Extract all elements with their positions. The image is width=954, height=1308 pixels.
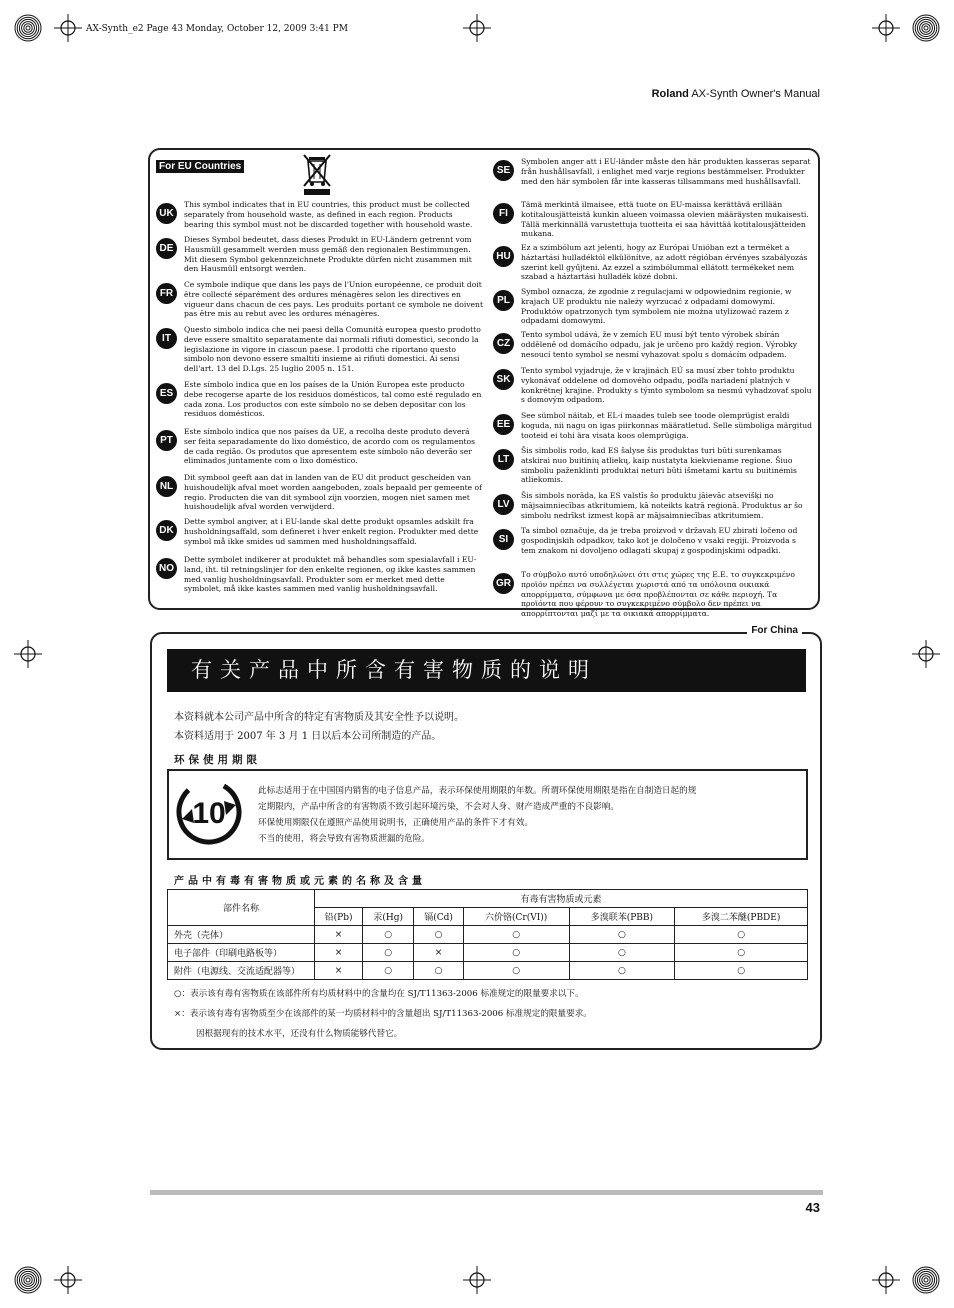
lang-notice-text: Este símbolo indica que en los países de la Unión Europea este producto debe recogerse aparte de los residuos domésticos, tal como esté regulado en cada zona. Los productos con este símbolo no se deben depositar con los residuos domésticos. [184,380,482,419]
lang-code-badge: HU [493,246,514,267]
lang-notice-text: Symbol oznacza, że zgodnie z regulacjami w odpowiednim regionie, w krajach UE produktu nie należy wyrzucać z odpadami domowymi. Produktów opatrzonych tym symbolem nie można utylizować razem z odpadami domowymi. [521,287,792,326]
lang-notice-text: Tento symbol vyjadruje, že v krajinách EÚ sa musí zber tohto produktu vykonávať oddelene od domového odpadu, podľa nariadení platných v konkrétnej krajine. Produkty s týmto symbolom sa nesmú vyhadzovať spolu s domovým odpadom. [521,366,812,405]
china-section-tag: For China [747,625,802,636]
lang-code-badge: IT [156,328,177,349]
substance-header: 多溴联苯(PBB) [569,908,675,926]
lang-notice-text: Ta simbol označuje, da je treba proizvod v državah EU zbirati ločeno od gospodinjskih odpadkov, tako kot je določeno v vsaki regiji. Proizvoda s tem znakom ni dovoljeno odlagati skupaj z gospodinjskimi odpadki. [521,526,798,555]
crop-cross-icon [462,13,492,43]
lang-code-badge: FR [156,283,177,304]
lang-code-badge: DE [156,238,177,259]
mark-cell: ○ [463,926,569,944]
table-row [168,926,808,944]
mark-cell: ○ [363,962,414,980]
substance-header: 铅(Pb) [315,908,363,926]
running-header [652,88,820,100]
lang-code-badge: SE [493,160,514,181]
lang-code-badge: EE [493,414,514,435]
env-line: 环保使用期限仅在遵照产品使用说明书，正确使用产品的条件下才有效。 [258,818,534,828]
lang-notice-text: Tento symbol udává, že v zemích EU musí být tento výrobek sbírán odděleně od domácího odpadu, jak je určeno pro každý region. Výrobky nesoucí tento symbol se nesmí vyhazovat spolu s domácím odpadem. [521,330,798,359]
mark-cell: ○ [363,944,414,962]
china-heading-env-period: 环保使用期限 [174,754,261,766]
env-line: 定期限内，产品中所含的有害物质不致引起环境污染，不会对人身、财产造成严重的不良影响。 [258,802,619,812]
lang-notice-text: This symbol indicates that in EU countries, this product must be collected separately from household waste, as defined in each region. Products bearing this symbol must not be discarded together with household waste. [184,200,473,229]
lang-notice-text: See sümbol näitab, et EL-i maades tuleb see toode olemprügist eraldi koguda, nii nagu on igas piirkonnas määratletud. Selle sümboliga märgitud tooteid ei tohi ära visata koos olemprügiga. [521,411,813,440]
crop-cross-icon [871,13,901,43]
lang-code-badge: SI [493,529,514,550]
lang-code-badge: LV [493,494,514,515]
table-row [168,944,808,962]
eu-section-tag: For EU Countries [156,160,244,173]
note-cross-cont: 因根据现有的技术水平，还没有什么物质能够代替它。 [196,1029,403,1039]
mark-cell: ○ [463,962,569,980]
note-cross: ×：表示该有毒有害物质至少在该部件的某一均质材料中的含量超出 SJ/T11363-2006 标准规定的限量要求。 [174,1009,592,1019]
brand-name: Roland [651,88,689,100]
lang-notice-text: Symbolen anger att i EU-länder måste den här produkten kasseras separat från hushållsavfall, i enlighet med varje regions bestämmelser. Produkter med den här symbolen får inte kasseras tillsammans med hushållsavfall. [521,157,811,186]
lang-code-badge: NL [156,476,177,497]
crop-cross-icon [911,639,941,669]
mark-cell: ○ [414,926,464,944]
lang-notice-text: Το σύμβολο αυτό υποδηλώνει ότι στις χώρες της Ε.Ε. το συγκεκριμένο προϊόν πρέπει να συλλέγεται χωριστά από τα υπόλοιπα οικιακά απορρίμματα, σύμφωνα με όσα προβλέπονται σε κάθε περιοχή. Τα προϊόντα που φέρουν το συγκεκριμένο σύμβολο δεν πρέπει να απορρίπτονται μαζί με τα οικιακά απορρίμματα. [521,570,795,619]
crop-cross-icon [462,1265,492,1295]
part-name-cell: 外壳（壳体） [168,926,315,944]
lang-notice-text: Ce symbole indique que dans les pays de l'Union européenne, ce produit doit être collecté séparément des ordures ménagères selon les directives en vigueur dans chacun de ces pays. Les produits portant ce symbole ne doivent pas être mis au rebut avec les ordures ménagères. [184,280,483,319]
crossed-out-wheelie-bin-icon [300,152,334,196]
lang-notice-text: Dette symbolet indikerer at produktet må behandles som spesialavfall i EU-land, iht. til retningslinjer for den enkelte regionen, og ikke kastes sammen med vanlig husholdningsavfall. Produkter som er merket med dette symbolet, må ikke kastes sammen med vanlig husholdningsavfall. [184,555,477,594]
mark-cell: × [315,962,363,980]
lang-notice-text: Šis simbols norāda, ka ES valstīs šo produktu jāievāc atsevišķi no mājsaimniecības atkritumiem, kā noteikts katrā reģionā. Produktus ar šo simbolu nedrīkst izmest kopā ar mājsaimniecības atkritumiem. [521,491,803,520]
lang-notice-text: Šis simbolis rodo, kad ES šalyse šis produktas turi būti surenkamas atskirai nuo buitinių atliekų, kaip nustatyta kiekviename regione. Šiuo simboliu paženklinti produktai neturi būti išmetami kartu su buitinėmis atliekomis. [521,446,797,485]
lang-code-badge: GR [493,573,514,594]
mark-cell: ○ [569,926,675,944]
mark-cell: ○ [675,962,808,980]
lang-notice-text: Este símbolo indica que nos países da UE, a recolha deste produto deverá ser feita separadamente do lixo doméstico, de acordo com os regulamentos de cada região. Os produtos que apresentem este símbolo não deverão ser eliminados juntamente com o lixo doméstico. [184,427,476,466]
mark-cell: ○ [363,926,414,944]
china-heading-substances: 产品中有毒有害物质或元素的名称及含量 [174,876,426,887]
part-name-cell: 附件（电源线、交流适配器等） [168,962,315,980]
substance-header: 汞(Hg) [363,908,414,926]
lang-code-badge: PL [493,290,514,311]
mark-cell: ○ [569,944,675,962]
mark-cell: ○ [463,944,569,962]
table-header-part: 部件名称 [168,890,315,926]
registration-target-icon [911,1265,941,1295]
lang-code-badge: CZ [493,333,514,354]
crop-cross-icon [53,1265,83,1295]
note-circle: ○：表示该有毒有害物质在该部件所有均质材料中的含量均在 SJ/T11363-2006 标准规定的限量要求以下。 [174,989,584,999]
page-number: 43 [805,1200,820,1215]
lang-notice-text: Dieses Symbol bedeutet, dass dieses Produkt in EU-Ländern getrennt vom Hausmüll gesammelt werden muss gemäß den regionalen Bestimmungen. Mit diesem Symbol gekennzeichnete Produkte dürfen nicht zusammen mit den Hausmüll entsorgt werden. [184,235,472,274]
table-row [168,962,808,980]
lang-notice-text: Dette symbol angiver, at i EU-lande skal dette produkt opsamles adskilt fra husholdningsaffald, som defineret i hver enkelt region. Produkter med dette symbol må ikke smides ud sammen med husholdningsaffald. [184,517,479,546]
mark-cell: ○ [675,926,808,944]
env-period-description [258,783,798,847]
mark-cell: × [315,944,363,962]
env-line: 不当的使用，将会导致有害物质泄漏的危险。 [258,834,430,844]
china-banner-title: 有关产品中所含有害物质的说明 [167,649,806,692]
lang-code-badge: PT [156,430,177,451]
substance-header: 镉(Cd) [414,908,464,926]
env-period-10-logo [176,779,242,845]
lang-code-badge: UK [156,203,177,224]
mark-cell: ○ [414,962,464,980]
lang-code-badge: ES [156,383,177,404]
print-slug: AX-Synth_e2 Page 43 Monday, October 12, 2009 3:41 PM [86,24,348,34]
footer-rule [150,1190,823,1195]
env-period-number: 10 [192,797,226,830]
lang-code-badge: NO [156,558,177,579]
crop-cross-icon [871,1265,901,1295]
registration-target-icon [911,13,941,43]
lang-notice-text: Ez a szimbólum azt jelenti, hogy az Európai Unióban ezt a terméket a háztartási hulladéktól elkülönítve, az adott régióban érvényes szabályozás szerint kell gyűjteni. Az ezzel a szimbólummal ellátott termékeket nem szabad a háztartási hulladék közé dobni. [521,243,808,282]
china-intro-line-1: 本资料就本公司产品中所含的特定有害物质及其安全性予以说明。 [174,712,464,723]
mark-cell: ○ [675,944,808,962]
table-header-group: 有毒有害物质或元素 [315,890,808,908]
hazardous-substance-table [167,889,808,980]
substance-header: 六价铬(Cr(VI)) [463,908,569,926]
crop-cross-icon [53,13,83,43]
lang-notice-text: Dit symbool geeft aan dat in landen van de EU dit product gescheiden van huishoudelijk afval moet worden aangeboden, zoals bepaald per gemeente of regio. Producten die van dit symbool zijn voorzien, mogen niet samen met huishoudelijk afval worden verwijderd. [184,473,482,512]
table-notes [174,984,794,1044]
env-line: 此标志适用于在中国国内销售的电子信息产品，表示环保使用期限的年数。所谓环保使用期限是指在自制造日起的规 [258,786,697,796]
registration-target-icon [13,1265,43,1295]
china-intro-line-2: 本资料适用于 2007 年 3 月 1 日以后本公司所制造的产品。 [174,731,442,742]
lang-notice-text: Tämä merkintä ilmaisee, että tuote on EU-maissa kerättävä erillään kotitalousjätteistä kunkin alueen voimassa olevien määräysten mukaisesti. Tällä merkinnällä varustettuja tuotteita ei saa hävittää kotitalousjätteiden mukana. [521,200,809,239]
table-body [168,926,808,980]
registration-target-icon [13,13,43,43]
mark-cell: ○ [569,962,675,980]
crop-cross-icon [13,639,43,669]
lang-code-badge: SK [493,369,514,390]
lang-code-badge: DK [156,520,177,541]
substance-header: 多溴二苯醚(PBDE) [675,908,808,926]
lang-code-badge: FI [493,203,514,224]
mark-cell: × [414,944,464,962]
part-name-cell: 电子部件（印刷电路板等） [168,944,315,962]
lang-notice-text: Questo simbolo indica che nei paesi della Comunità europea questo prodotto deve essere smaltito separatamente dai normali rifiuti domestici, secondo la legislazione in vigore in ciascun paese. I prodotti che riportano questo simbolo non devono essere smaltiti insieme ai rifiuti domestici. Ai sensi dell'art. 13 del D.Lgs. 25 luglio 2005 n. 151. [184,325,481,374]
mark-cell: × [315,926,363,944]
lang-code-badge: LT [493,449,514,470]
manual-title: AX-Synth Owner's Manual [691,88,820,100]
